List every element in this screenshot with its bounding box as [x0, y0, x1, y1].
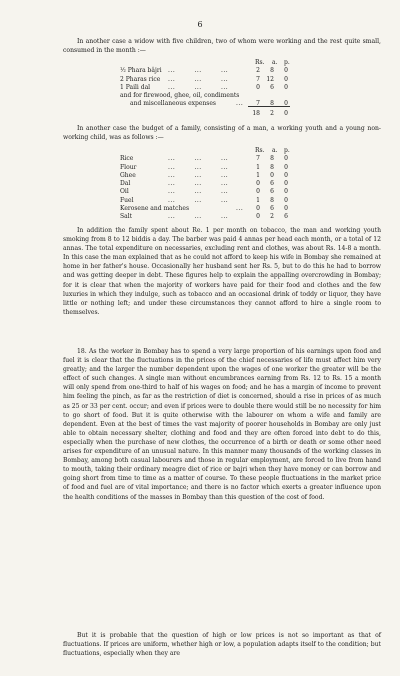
amount-rupees: 1 [256, 196, 260, 204]
amount-rupees: 1 [256, 163, 260, 171]
amount-pies: 0 [284, 100, 288, 108]
amount-pies: 6 [284, 213, 288, 221]
amount-annas: 6 [270, 205, 274, 213]
amount-annas: 8 [270, 155, 274, 163]
amount-rupees: 2 [256, 67, 260, 75]
row-label: Oil [120, 188, 129, 196]
table-row [120, 213, 360, 221]
col-header-pies: p. [284, 59, 290, 66]
col-header-rupees: Rs. [255, 147, 265, 154]
table-header-row [120, 147, 360, 155]
row-label: Rice [120, 155, 134, 163]
table-header-row [120, 59, 360, 67]
table-row [120, 164, 360, 172]
leader-dots: ... [236, 100, 244, 108]
amount-annas: 2 [270, 213, 274, 221]
leader-dots: ... ... ... [168, 163, 229, 171]
table-row [120, 172, 360, 180]
amount-rupees: 1 [256, 171, 260, 179]
row-label-continued: and miscellaneous expenses [130, 100, 216, 108]
leader-dots: ... ... ... [168, 171, 229, 179]
table-row [120, 197, 360, 205]
leader-dots: ... ... ... [168, 196, 229, 204]
amount-rupees: 7 [256, 155, 260, 163]
amount-annas: 0 [270, 171, 274, 179]
amount-pies: 0 [284, 83, 288, 91]
paragraph-section-18: 18. As the worker in Bombay has to spend a very large proportion of his earnings upon food and fuel it is clear that the fluctuations in the prices of the chief necessaries of life must affect him very greatly; and the larger the number dependent upon the wages of one worker the greater will be the effect of such changes. A single man without encumbrances earning from Rs. 12 to Rs. 15 a month will only spend from one-third to half of his wages on food; and he has a margin of income to prevent him feeling the pinch, as far as the restriction of diet is concerned, should a rise in prices of as much as 25 or 33 per cent. occur; and even if prices were to double there would still be no necessity for him to go short of food. But it is quite otherwise with the labourer on whom a wife and family are dependent. Even at the best of times the vast majority of poorer households in Bombay are only just able to obtain necessary shelter, clothing and food and they are often forced into debt to do this, especially when the purchase of new clothes, the occurrence of a birth or death or some other need arises for expenditure of an unusual nature. In this manner many thousands of the working classes in Bombay, among both casual labourers and those in regular employment, are forced to live from hand to mouth, taking their ordinary meagre diet of rice or bajri when they have money or can borrow and going short from time to time as a matter of course. To these people fluctuations in the market price of food and fuel are of vital importance; and there is no factor which exerts a greater influence upon the health conditions of the masses in Bombay than this question of the cost of food. [63, 348, 381, 501]
amount-annas: 8 [270, 163, 274, 171]
widow-budget-table [120, 59, 360, 109]
table-row [120, 205, 360, 213]
row-label: 2 Pharas rice [120, 75, 161, 83]
total-annas: 2 [270, 110, 274, 117]
amount-rupees: 0 [256, 213, 260, 221]
row-label: Dal [120, 180, 131, 188]
amount-pies: 0 [284, 171, 288, 179]
amount-pies: 0 [284, 205, 288, 213]
amount-annas: 12 [266, 75, 274, 83]
leader-dots: ... ... ... [168, 75, 229, 83]
row-label: ½ Phara bâjri [120, 67, 162, 75]
amount-annas: 6 [270, 83, 274, 91]
paragraph-family-expenditure: In addition the family spent about Re. 1 per month on tobacco, the man and working youth smoking from 8 to 12 biddis a day. The barber was paid 4 annas per head each month, or a total of 12 annas. The total expenditure on necessaries, excluding rent and clothes, was about Rs. 14-8 a month. In this case the man explained that as he could not afford to keep his wife in Bombay she remained at home in her father's house. Occasionally her husband sent her Rs. 5, but to do this he had to borrow and was getting deeper in debt. These figures help to explain the appalling overcrowding in Bombay; for it is clear that when the majority of workers have paid for their food and clothes and the few luxuries in which they indulge, such as tobacco and an occasional drink of toddy or liquor, they have little or nothing left; and under these circumstances they cannot afford to hire a single room to themselves. [63, 227, 381, 316]
amount-rupees: 7 [256, 75, 260, 83]
leader-dots: ... [236, 205, 244, 213]
table-row [120, 100, 360, 108]
col-header-rupees: Rs. [255, 59, 265, 66]
amount-rupees: 0 [256, 188, 260, 196]
page-number: 6 [197, 20, 203, 29]
amount-pies: 0 [284, 163, 288, 171]
leader-dots: ... ... ... [168, 213, 229, 221]
table-row [120, 84, 360, 92]
row-label: Flour [120, 163, 137, 171]
table-row [120, 188, 360, 196]
paragraph-family-budget-intro: In another case the budget of a family, consisting of a man, a working youth and a young non-working child, was as follows :— [63, 125, 381, 142]
family-budget-table [120, 147, 360, 222]
row-label: Fuel [120, 196, 134, 204]
col-header-pies: p. [284, 147, 290, 154]
table-row [120, 92, 360, 100]
row-label: Kerosene and matches [120, 205, 190, 213]
table-row [120, 76, 360, 84]
amount-pies: 0 [284, 188, 288, 196]
amount-pies: 0 [284, 155, 288, 163]
widow-budget-total [250, 110, 292, 119]
row-label: Salt [120, 213, 133, 221]
row-label: 1 Paili dal [120, 83, 151, 91]
amount-pies: 0 [284, 180, 288, 188]
amount-annas: 8 [270, 67, 274, 75]
amount-pies: 0 [284, 67, 288, 75]
table-row [120, 67, 360, 75]
leader-dots: ... ... ... [168, 83, 229, 91]
amount-annas: 8 [270, 196, 274, 204]
total-rule [248, 106, 290, 107]
leader-dots: ... ... ... [168, 180, 229, 188]
amount-annas: 8 [270, 100, 274, 108]
table-row [120, 155, 360, 163]
total-pies: 0 [284, 110, 288, 117]
total-rupees: 18 [252, 110, 260, 117]
amount-rupees: 0 [256, 83, 260, 91]
leader-dots: ... ... ... [168, 155, 229, 163]
paragraph-fluctuations: But it is probable that the question of high or low prices is not so important as that of fluctuations. If prices are uniform, whether high or low, a population adapts itself to the condition; but fluctuations, especially when they are [63, 632, 381, 658]
amount-pies: 0 [284, 196, 288, 204]
amount-rupees: 7 [256, 100, 260, 108]
row-label: and for firewood, ghee, oil, condiments [120, 92, 240, 100]
col-header-annas: a. [272, 59, 278, 66]
paragraph-widow-intro: In another case a widow with five children, two of whom were working and the rest quite small, consumed in the month :— [63, 38, 381, 55]
leader-dots: ... ... ... [168, 188, 229, 196]
leader-dots: ... ... ... [168, 67, 229, 75]
amount-annas: 6 [270, 188, 274, 196]
amount-rupees: 0 [256, 180, 260, 188]
row-label: Ghee [120, 171, 136, 179]
amount-annas: 6 [270, 180, 274, 188]
amount-rupees: 0 [256, 205, 260, 213]
col-header-annas: a. [272, 147, 278, 154]
table-row [120, 180, 360, 188]
amount-pies: 0 [284, 75, 288, 83]
